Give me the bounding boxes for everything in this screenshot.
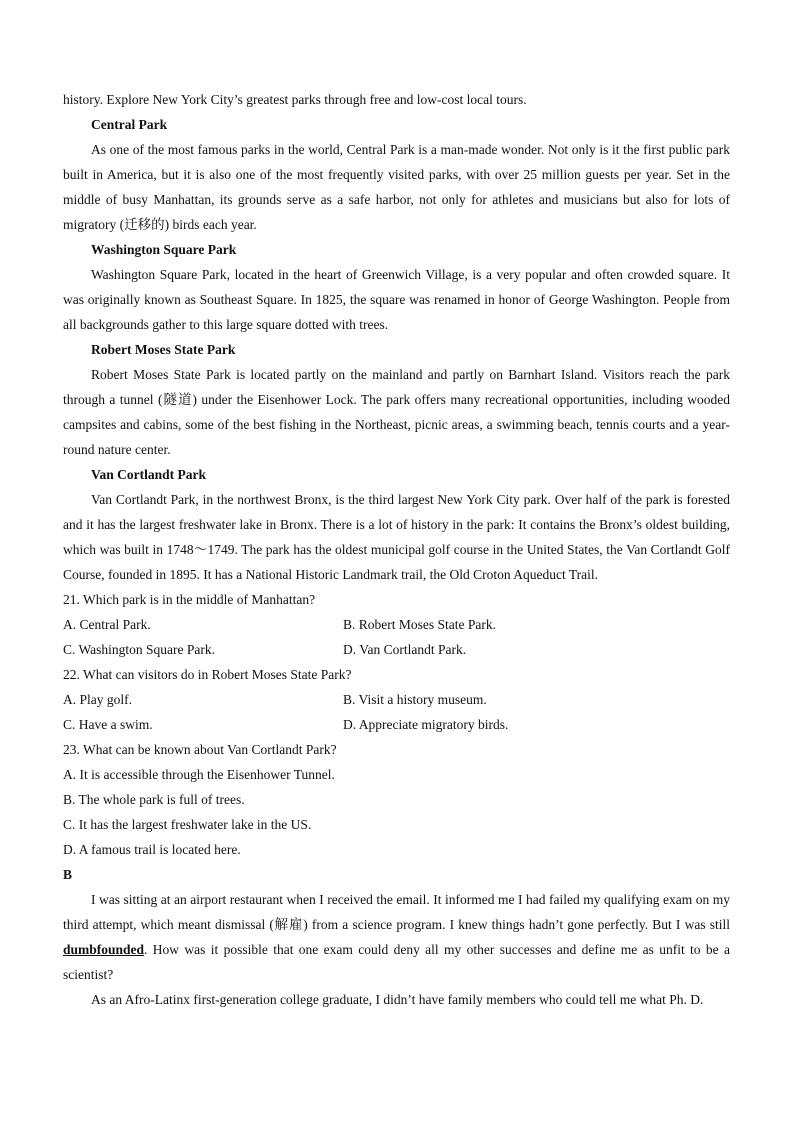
park-heading-central: Central Park [91,117,168,132]
question-22-option-b: B. Visit a history museum. [343,692,487,707]
park-heading-washington: Washington Square Park [91,242,237,257]
question-21-options-row-2 [63,637,730,662]
park-heading-van-cortlandt: Van Cortlandt Park [91,467,207,482]
question-23-option-d: D. A famous trail is located here. [63,842,241,857]
question-23-stem: 23. What can be known about Van Cortlandt Park? [63,742,337,757]
page-content [63,87,730,1012]
question-22-options-row-2 [63,712,730,737]
question-21-options-row-1 [63,612,730,637]
section-b-label: B [63,867,73,882]
park-heading-robert-moses: Robert Moses State Park [91,342,236,357]
question-23-option-b: B. The whole park is full of trees. [63,792,245,807]
question-21-option-b: B. Robert Moses State Park. [343,617,496,632]
question-21-stem: 21. Which park is in the middle of Manhattan? [63,592,316,607]
question-22-option-a: A. Play golf. [63,692,132,707]
question-21-option-a: A. Central Park. [63,617,151,632]
question-22-option-d: D. Appreciate migratory birds. [343,717,509,732]
question-22-option-c: C. Have a swim. [63,717,153,732]
passage-b-paragraph-1 [63,887,730,987]
question-23-option-a: A. It is accessible through the Eisenhower Tunnel. [63,767,335,782]
park-text-robert-moses: Robert Moses State Park is located partly on the mainland and partly on Barnhart Island. Visitors reach the park through a tunnel (隧道) under the Eisenhower Lock. The park offers many recreational opportunities, including wooded campsites and cabins, some of the best fishing in the Northeast, picnic areas, a swimming beach, tennis courts and a year-round nature center. [63,367,730,457]
passage-b-p1-before: I was sitting at an airport restaurant when I received the email. It informed me I had failed my qualifying exam on my third attempt, which meant dismissal (解雇) from a science program. I knew things hadn’t gone perfectly. But I was still [63,892,730,932]
park-text-central: As one of the most famous parks in the world, Central Park is a man-made wonder. Not only is it the first public park built in America, but it is also one of the most frequently visited parks, with over 25 million guests per year. Set in the middle of busy Manhattan, its grounds serve as a safe harbor, not only for athletes and musicians but also for lots of migratory (迁移的) birds each year. [63,142,730,232]
park-text-van-cortlandt: Van Cortlandt Park, in the northwest Bronx, is the third largest New York City park. Over half of the park is forested and it has the largest freshwater lake in Bronx. There is a lot of history in the park: It contains the Bronx’s oldest building, which was built in 1748～1749. The park has the oldest municipal golf course in the United States, the Van Cortlandt Golf Course, founded in 1895. It has a National Historic Landmark trail, the Old Croton Aqueduct Trail. [63,492,730,582]
question-22-options-row-1 [63,687,730,712]
question-23-option-c: C. It has the largest freshwater lake in the US. [63,817,312,832]
question-21-option-c: C. Washington Square Park. [63,642,216,657]
question-21-option-d: D. Van Cortlandt Park. [343,642,467,657]
question-22-stem: 22. What can visitors do in Robert Moses State Park? [63,667,352,682]
intro-tail-paragraph: history. Explore New York City’s greatest parks through free and low-cost local tours. [63,92,527,107]
keyword-dumbfounded: dumbfounded [63,942,145,957]
passage-b-paragraph-2: As an Afro-Latinx first-generation college graduate, I didn’t have family members who could tell me what Ph. D. [91,992,704,1007]
passage-b-p1-after: . How was it possible that one exam could deny all my other successes and define me as unfit to be a scientist? [63,942,730,982]
park-text-washington: Washington Square Park, located in the heart of Greenwich Village, is a very popular and often crowded square. It was originally known as Southeast Square. In 1825, the square was renamed in honor of George Washington. People from all backgrounds gather to this large square dotted with trees. [63,267,730,332]
